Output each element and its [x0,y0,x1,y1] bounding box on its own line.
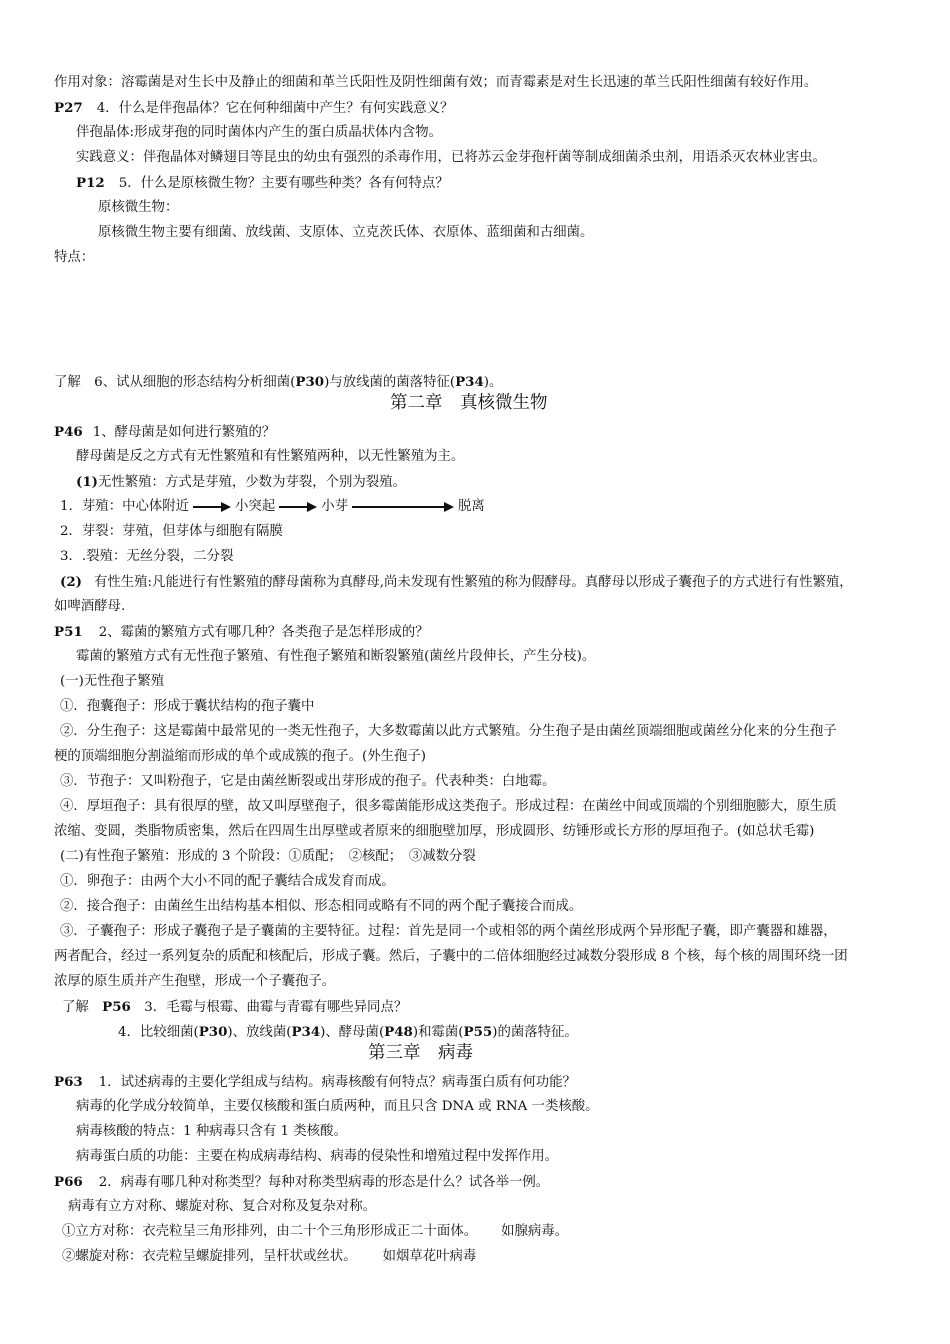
page-ref: P46 [54,424,83,440]
text-line [62,1248,476,1266]
text-line: 病毒的化学成分较简单，主要仅核酸和蛋白质两种，而且只含 DNA 或 RNA 一类核酸。 [76,1099,599,1114]
page-ref: P34 [291,1024,321,1040]
text-line: 霉菌的繁殖方式有无性孢子繁殖、有性孢子繁殖和断裂繁殖(菌丝片段伸长，产生分枝)。 [76,649,596,664]
text-fragment: ②螺旋对称：衣壳粒呈螺旋排列，呈杆状或丝状。 [62,1249,357,1264]
text-line: 3．.裂殖：无丝分裂，二分裂 [60,549,234,564]
text-fragment: 4．比较细菌( [118,1025,199,1040]
page-ref: P56 [102,999,131,1015]
text-line [60,573,853,592]
question-text: 1．试述病毒的主要化学组成与结构。病毒核酸有何特点？病毒蛋白质有何功能？ [98,1075,576,1090]
page-ref: P27 [54,100,83,116]
text-line: (二)有性孢子繁殖：形成的 3 个阶段：①质配； ②核配； ③减数分裂 [60,849,476,864]
page-ref: P34 [455,374,484,390]
text-line: 特点： [54,250,95,265]
question-line [62,998,407,1017]
page-ref: P48 [384,1024,413,1040]
text-line: 浓缩、变圆，类脂物质密集，然后在四周生出厚壁或者原来的细胞壁加厚，形成圆形、纺锤形或长方形的厚垣孢子。(如总状毛霉) [54,824,815,839]
text-fragment: 有性生殖:凡能进行有性繁殖的酵母菌称为真酵母,尚未发现有性繁殖的称为假酵母。真酵母以形成子囊孢子的方式进行有性繁殖， [94,575,853,590]
text-fragment: 了解 [62,1000,103,1015]
question-text: 3．毛霉与根霉、曲霉与青霉有哪些异同点？ [130,1000,408,1015]
text-fragment: ①立方对称：衣壳粒呈三角形排列，由二十个三角形形成正二十面体。 [62,1224,478,1239]
page-ref: P51 [54,624,83,640]
text-line: 梗的顶端细胞分割溢缩而形成的单个或成簇的孢子。(外生孢子) [54,749,426,764]
flow-step: 1．芽殖：中心体附近 [60,499,190,514]
text-fragment: )。 [483,375,503,390]
question-line [76,174,449,193]
question-line [54,373,502,392]
text-line: 作用对象：溶霉菌是对生长中及静止的细菌和革兰氏阳性及阴性细菌有效；而青霉素是对生长迅速的革兰氏阳性细菌有较好作用。 [54,75,818,90]
text-line: ②．接合孢子：由菌丝生出结构基本相似、形态相同或略有不同的两个配子囊接合而成。 [60,899,583,914]
text-line: 病毒有立方对称、螺旋对称、复合对称及复杂对称。 [68,1199,376,1214]
text-line: 两者配合，经过一系列复杂的质配和核配后，形成子囊。然后，子囊中的二倍体细胞经过减数分裂形成 8 个核，每个核的周围环绕一团 [54,949,848,964]
text-line: 伴孢晶体:形成芽孢的同时菌体内产生的蛋白质晶状体内含物。 [76,125,443,140]
text-line: (一)无性孢子繁殖 [60,674,165,689]
question-text: 5．什么是原核微生物？主要有哪些种类？各有何特点？ [118,176,449,191]
text-line: 病毒蛋白质的功能：主要在构成病毒结构、病毒的侵染性和增殖过程中发挥作用。 [76,1149,559,1164]
question-text: 1、酵母菌是如何进行繁殖的？ [92,425,276,440]
page-ref: P30 [198,1024,228,1040]
text-line: 浓厚的原生质并产生孢壁，形成一个子囊孢子。 [54,974,336,989]
text-fragment: 了解 6、试从细胞的形态结构分析细菌( [54,375,296,390]
arrow-right-icon [193,502,231,512]
text-fragment: )和霉菌( [412,1025,464,1040]
question-text: 2．病毒有哪几种对称类型？每种对称类型病毒的形态是什么？试各举一例。 [98,1175,550,1190]
text-line: ③．子囊孢子：形成子囊孢子是子囊菌的主要特征。过程：首先是同一个或相邻的两个菌丝形成两个异形配子囊，即产囊器和雄器， [60,924,837,939]
text-line: 酵母菌是反之方式有无性繁殖和有性繁殖两种，以无性繁殖为主。 [76,449,465,464]
text-line: ①．卵孢子：由两个大小不同的配子囊结合成发育而成。 [60,874,395,889]
text-line: 原核微生物主要有细菌、放线菌、支原体、立克茨氏体、衣原体、蓝细菌和古细菌。 [98,225,594,240]
list-marker: (1) [76,474,98,490]
text-fragment: 如腺病毒。 [501,1224,569,1239]
list-marker: (2) [60,574,82,590]
page-ref: P30 [295,374,325,390]
text-fragment: 无性繁殖：方式是芽殖，少数为芽裂，个别为裂殖。 [98,475,406,490]
text-line: 原核微生物： [98,200,179,215]
question-line [54,423,275,442]
budding-flow [60,498,485,516]
text-fragment: )与放线菌的菌落特征( [324,375,456,390]
page-ref: P55 [463,1024,493,1040]
text-fragment: 如烟草花叶病毒 [382,1249,477,1264]
flow-step: 小芽 [321,499,348,514]
text-fragment: )、放线菌( [227,1025,292,1040]
arrow-right-icon [279,502,317,512]
page-ref: P66 [54,1174,83,1190]
question-line [54,623,429,642]
text-line: 病毒核酸的特点：1 种病毒只含有 1 类核酸。 [76,1124,347,1139]
flow-step: 脱离 [458,499,485,514]
text-line: 如啤酒酵母. [54,599,126,614]
question-text: 4．什么是伴孢晶体？它在何种细菌中产生？有何实践意义？ [96,101,454,116]
question-line [54,1073,576,1092]
chapter-heading: 第三章 病毒 [368,1043,473,1063]
text-line: ③．节孢子：又叫粉孢子，它是由菌丝断裂或出芽形成的孢子。代表种类：白地霉。 [60,774,556,789]
text-line: ④．厚垣孢子：具有很厚的壁，故又叫厚壁孢子，很多霉菌能形成这类孢子。形成过程：在菌丝中间或顶端的个别细胞膨大，原生质 [60,799,837,814]
question-text: 2、霉菌的繁殖方式有哪几种？各类孢子是怎样形成的？ [98,625,429,640]
page-ref: P12 [76,175,105,191]
text-fragment: )、酵母菌( [320,1025,385,1040]
text-line [62,1223,568,1241]
page-ref: P63 [54,1074,83,1090]
text-fragment: )的菌落特征。 [492,1025,578,1040]
text-line: 实践意义：伴孢晶体对鳞翅目等昆虫的幼虫有强烈的杀毒作用，已将苏云金芽孢杆菌等制成细菌杀虫剂，用语杀灭农林业害虫。 [76,150,826,165]
question-line [118,1023,578,1042]
text-line [76,473,406,492]
text-line: ②．分生孢子：这是霉菌中最常见的一类无性孢子，大多数霉菌以此方式繁殖。分生孢子是由菌丝顶端细胞或菌丝分化来的分生孢子 [60,724,837,739]
chapter-heading: 第二章 真核微生物 [390,393,548,413]
question-line [54,99,453,118]
text-line: ①．孢囊孢子：形成于囊状结构的孢子囊中 [60,699,315,714]
arrow-right-icon [352,502,454,512]
text-line: 2．芽裂：芽殖，但芽体与细胞有隔膜 [60,524,283,539]
flow-step: 小突起 [235,499,276,514]
question-line [54,1173,549,1192]
